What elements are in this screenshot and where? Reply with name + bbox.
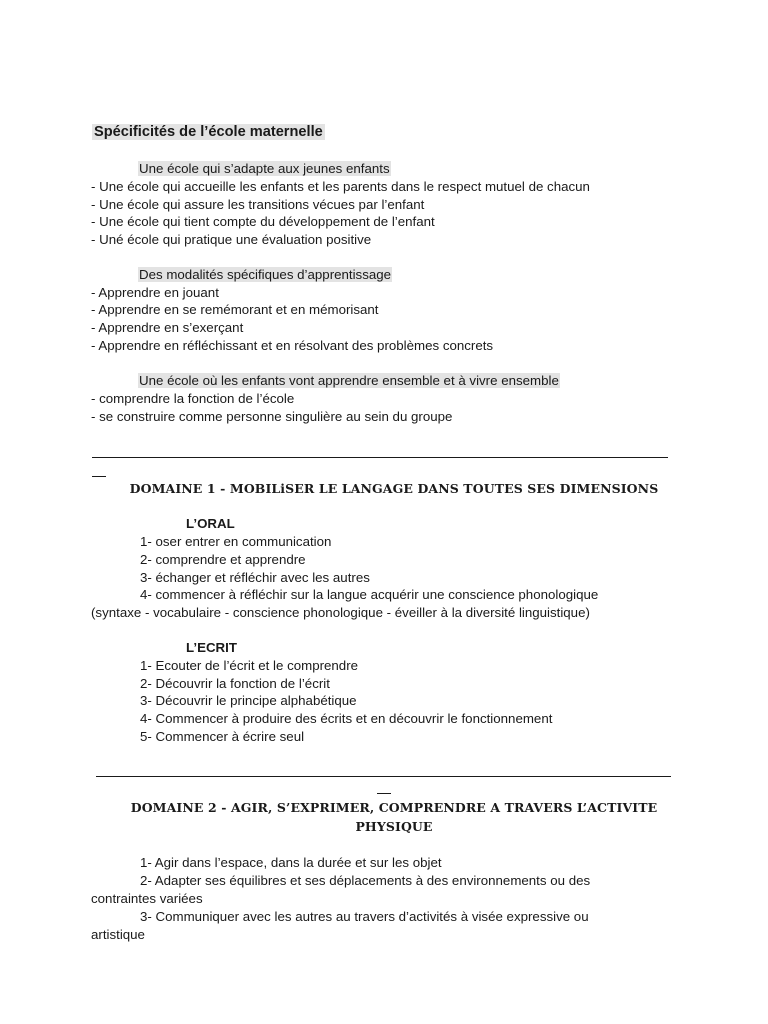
page-title-text: Spécificités de l’école maternelle bbox=[94, 124, 323, 140]
list-item: 1- oser entrer en communication bbox=[140, 534, 332, 549]
section-heading-text: Une école qui s’adapte aux jeunes enfants bbox=[139, 161, 390, 176]
divider-tail bbox=[377, 793, 391, 794]
list-item: 2- Découvrir la fonction de l’écrit bbox=[140, 676, 330, 691]
section-heading-text: Une école où les enfants vont apprendre ensemble et à vivre ensemble bbox=[139, 373, 559, 388]
page-title bbox=[92, 123, 325, 141]
section-heading bbox=[138, 266, 392, 283]
list-item: - Apprendre en réfléchissant et en résolvant des problèmes concrets bbox=[91, 338, 494, 353]
list-item: - Une école qui accueille les enfants et les parents dans le respect mutuel de chacun bbox=[91, 179, 590, 194]
list-item: - Apprendre en jouant bbox=[91, 285, 219, 300]
list-item: 4- commencer à réfléchir sur la langue acquérir une conscience phonologique bbox=[140, 587, 599, 602]
list-item: 5- Commencer à écrire seul bbox=[140, 729, 305, 744]
list-item: - Apprendre en s’exerçant bbox=[91, 320, 244, 335]
list-item: 2- comprendre et apprendre bbox=[140, 552, 306, 567]
list-item: 3- Communiquer avec les autres au travers d’activités à visée expressive ou bbox=[140, 909, 589, 924]
oral-note: (syntaxe - vocabulaire - conscience phonologique - éveiller à la diversité linguistique) bbox=[91, 605, 590, 620]
section-heading bbox=[138, 372, 560, 389]
domaine2-title-line2: PHYSIQUE bbox=[355, 819, 433, 834]
divider bbox=[92, 457, 668, 458]
list-item: - comprendre la fonction de l’école bbox=[91, 391, 295, 406]
list-item: 4- Commencer à produire des écrits et en découvrir le fonctionnement bbox=[140, 711, 553, 726]
ecrit-heading: L’ECRIT bbox=[186, 640, 237, 655]
section-heading bbox=[138, 160, 391, 177]
list-item: - se construire comme personne singulière au sein du groupe bbox=[91, 409, 453, 424]
list-item: - Une école qui assure les transitions vécues par l’enfant bbox=[91, 197, 425, 212]
list-item: 1- Ecouter de l’écrit et le comprendre bbox=[140, 658, 359, 673]
list-item: 3- Découvrir le principe alphabétique bbox=[140, 693, 357, 708]
list-item: 2- Adapter ses équilibres et ses déplacements à des environnements ou des bbox=[140, 873, 591, 888]
list-item: 3- échanger et réfléchir avec les autres bbox=[140, 570, 370, 585]
domaine1-title bbox=[92, 479, 696, 498]
list-item-continuation: artistique bbox=[91, 927, 145, 942]
divider bbox=[96, 776, 671, 777]
oral-heading: L’ORAL bbox=[186, 516, 235, 531]
section-heading-text: Des modalités spécifiques d’apprentissage bbox=[139, 267, 392, 282]
list-item: - Une école qui tient compte du développement de l’enfant bbox=[91, 214, 435, 229]
divider-tail bbox=[92, 476, 106, 477]
list-item: - Apprendre en se remémorant et en mémorisant bbox=[91, 302, 379, 317]
list-item: - Uné école qui pratique une évaluation positive bbox=[91, 232, 372, 247]
list-item: 1- Agir dans l’espace, dans la durée et sur les objet bbox=[140, 855, 442, 870]
domaine1-title-text: DOMAINE 1 - MOBILiSER LE LANGAGE DANS TOUTES SES DIMENSIONS bbox=[129, 481, 659, 496]
list-item-continuation: contraintes variées bbox=[91, 891, 203, 906]
domaine2-title-line1: DOMAINE 2 - AGIR, S’EXPRIMER, COMPRENDRE A TRAVERS L’ACTIVITE bbox=[130, 800, 658, 815]
domaine2-title bbox=[92, 798, 696, 836]
